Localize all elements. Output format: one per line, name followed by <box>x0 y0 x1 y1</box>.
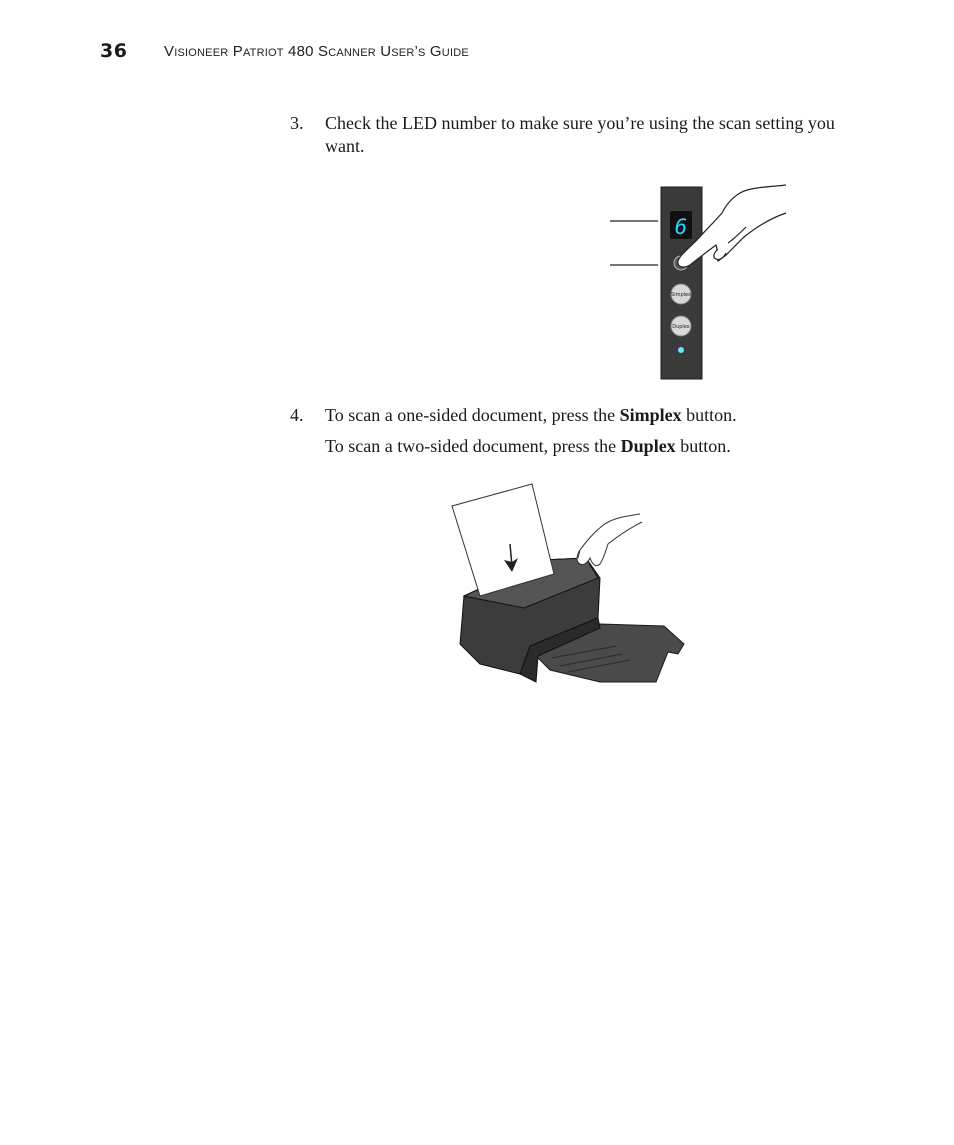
status-light <box>678 347 684 353</box>
step-text-duplex: To scan a two-sided document, press the Duplex button. <box>325 436 731 456</box>
duplex-term: Duplex <box>620 436 676 456</box>
duplex-button-label: Duplex <box>672 324 690 330</box>
scanner-with-document-figure <box>440 478 700 693</box>
scanner-control-panel-figure <box>600 183 800 383</box>
step-number: 3. <box>290 113 304 133</box>
running-title: Visioneer Patriot 480 Scanner User’s Guide <box>164 43 469 60</box>
page-number: 36 <box>100 40 128 62</box>
led-digit: 6 <box>674 215 688 239</box>
step-text-simplex: To scan a one-sided document, press the Simplex button. <box>325 405 737 425</box>
step-number: 4. <box>290 405 304 425</box>
step-text: Check the LED number to make sure you’re using the scan setting you want. <box>325 113 835 156</box>
hand-illustration <box>577 514 642 566</box>
simplex-term: Simplex <box>619 405 682 425</box>
simplex-button-label: Simplex <box>671 292 691 298</box>
